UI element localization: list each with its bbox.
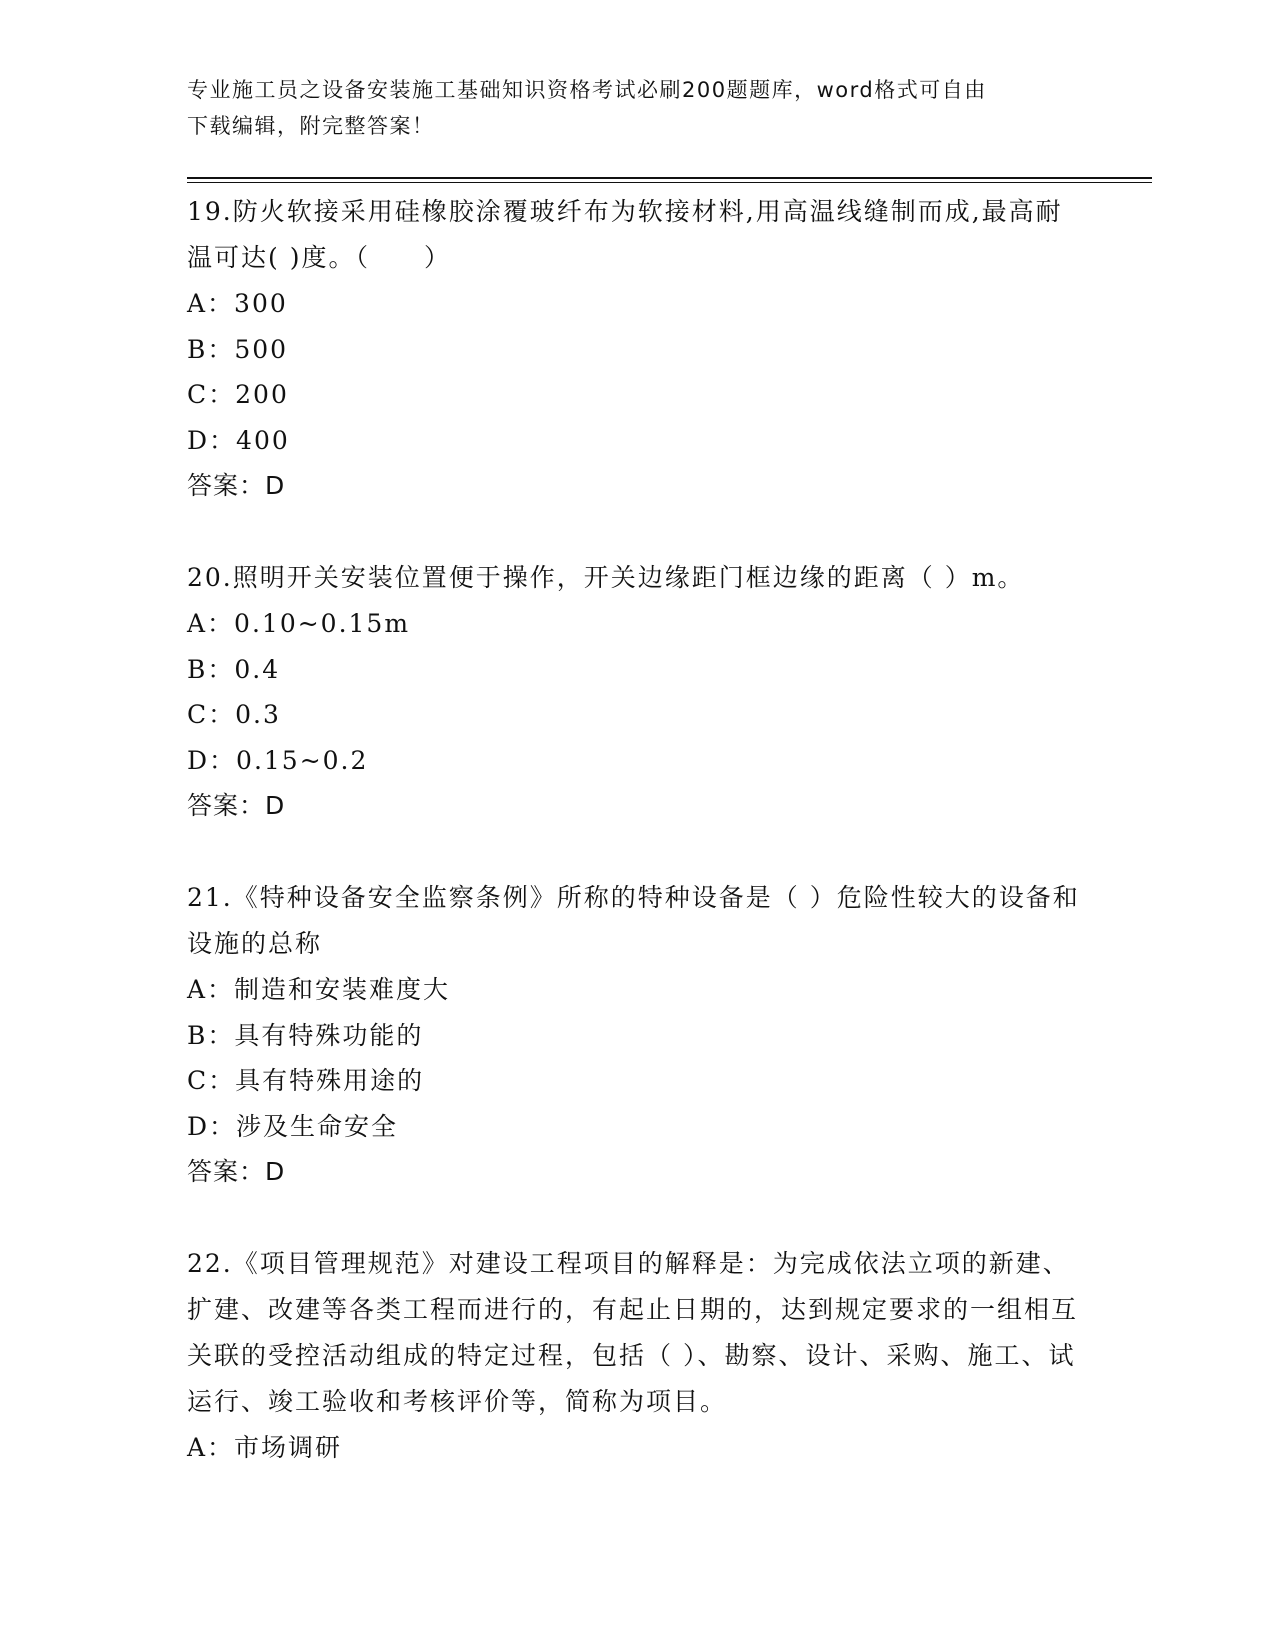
option-a: A：300 — [187, 289, 288, 318]
option-a: A：0.10~0.15m — [187, 609, 411, 638]
question-text: 20.照明开关安装位置便于操作，开关边缘距门框边缘的距离（ ）m。 — [187, 563, 1025, 592]
question-20 — [187, 555, 1087, 829]
question-21 — [187, 875, 1087, 1195]
page-header — [187, 72, 1067, 144]
answer: 答案：D — [187, 791, 286, 820]
question-text: 19.防火软接采用硅橡胶涂覆玻纤布为软接材料,用高温线缝制而成,最高耐温可达( )度。（ ） — [187, 197, 1063, 272]
option-b: B：500 — [187, 334, 289, 364]
option-d: D：400 — [187, 425, 290, 455]
option-b: B：具有特殊功能的 — [187, 1020, 424, 1050]
question-19 — [187, 189, 1087, 509]
question-text: 21.《特种设备安全监察条例》所称的特种设备是（ ）危险性较大的设备和设施的总称 — [187, 883, 1080, 958]
option-b: B：0.4 — [187, 654, 281, 684]
option-d: D：0.15~0.2 — [187, 745, 369, 775]
option-c: C：具有特殊用途的 — [187, 1066, 425, 1095]
option-a: A：制造和安装难度大 — [187, 975, 451, 1004]
header-line-2: 下载编辑，附完整答案！ — [187, 114, 435, 138]
header-line-1: 专业施工员之设备安装施工基础知识资格考试必刷200题题库，word格式可自由 — [187, 78, 987, 102]
option-a: A：市场调研 — [187, 1433, 343, 1462]
question-22 — [187, 1241, 1087, 1471]
question-text: 22.《项目管理规范》对建设工程项目的解释是：为完成依法立项的新建、扩建、改建等各类工程而进行的，有起止日期的，达到规定要求的一组相互关联的受控活动组成的特定过程，包括（ ）、勘察、设计、采购、施工、试运行、竣工验收和考核评价等，简称为项目。 — [187, 1249, 1079, 1416]
answer: 答案：D — [187, 1157, 286, 1186]
header-divider — [187, 177, 1152, 183]
option-c: C：200 — [187, 380, 289, 409]
option-c: C：0.3 — [187, 700, 281, 729]
option-d: D：涉及生命安全 — [187, 1111, 399, 1141]
answer: 答案：D — [187, 471, 286, 500]
question-list — [187, 189, 1087, 1517]
